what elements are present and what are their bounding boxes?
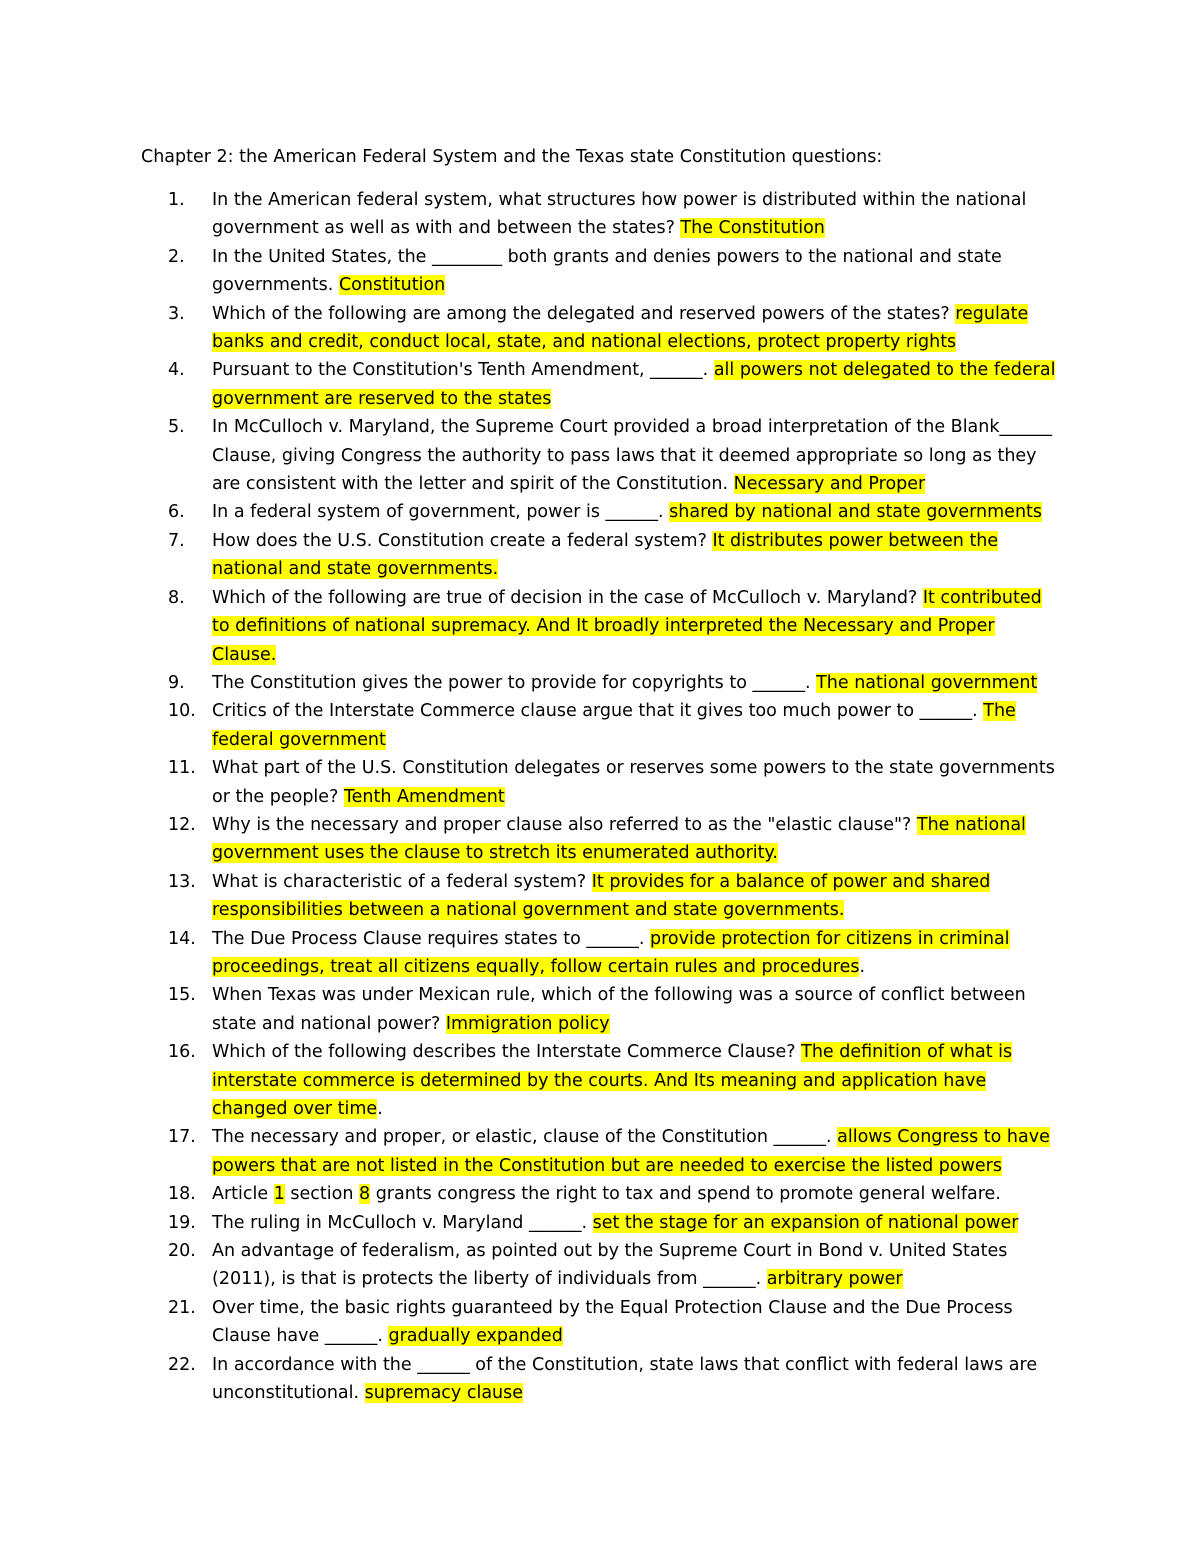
page-title: Chapter 2: the American Federal System and the Texas state Constitution questions: bbox=[141, 147, 883, 167]
question-text: Article bbox=[212, 1184, 274, 1205]
highlighted-answer: provide protection for citizens in criminal proceedings, treat all citizens equally, follow certain rules and procedures bbox=[212, 928, 1010, 977]
question-item bbox=[0, 811, 1062, 868]
question-item bbox=[0, 1180, 1062, 1208]
highlighted-answer: all powers not delegated to the federal government are reserved to the states bbox=[212, 360, 1056, 409]
question-item bbox=[0, 243, 1062, 300]
highlighted-answer: gradually expanded bbox=[388, 1326, 563, 1347]
question-number: 16. bbox=[168, 1042, 196, 1063]
question-number: 21. bbox=[168, 1297, 196, 1318]
question-list bbox=[0, 186, 1200, 1407]
question-text: Which of the following describes the Interstate Commerce Clause? bbox=[212, 1042, 802, 1063]
question-item bbox=[0, 413, 1062, 498]
question-text: The necessary and proper, or elastic, clause of the Constitution ______. bbox=[212, 1127, 838, 1148]
question-text: Which of the following are among the delegated and reserved powers of the states? bbox=[212, 303, 956, 324]
question-text: What is characteristic of a federal system? bbox=[212, 871, 592, 892]
highlighted-answer: Immigration policy bbox=[445, 1013, 610, 1034]
question-item bbox=[0, 981, 1062, 1038]
highlighted-answer: regulate banks and credit, conduct local, state, and national elections, protect property rights bbox=[212, 303, 1029, 353]
highlighted-answer: It distributes power between the national and state governments. bbox=[212, 530, 999, 580]
highlighted-answer: Constitution bbox=[338, 275, 446, 296]
highlighted-answer: arbitrary power bbox=[766, 1269, 903, 1290]
question-text: In accordance with the ______ of the Constitution, state laws that conflict with federal laws are unconstitutional. bbox=[212, 1354, 1038, 1404]
question-text: Why is the necessary and proper clause also referred to as the "elastic clause"? bbox=[212, 814, 917, 835]
highlighted-answer: The national government bbox=[816, 672, 1038, 693]
question-text: Pursuant to the Constitution's Tenth Amendment, ______. bbox=[212, 360, 714, 381]
question-number: 18. bbox=[168, 1184, 196, 1205]
question-number: 6. bbox=[168, 502, 185, 523]
question-item bbox=[0, 1123, 1062, 1180]
question-text: . bbox=[377, 1099, 383, 1119]
question-number: 2. bbox=[168, 246, 185, 267]
question-number: 10. bbox=[168, 701, 196, 722]
highlighted-answer: allows Congress to have powers that are not listed in the Constitution but are needed to exercise the listed powers bbox=[212, 1127, 1050, 1176]
question-text: The ruling in McCulloch v. Maryland ______. bbox=[212, 1212, 593, 1233]
question-text: grants congress the right to tax and spend to promote general welfare. bbox=[370, 1184, 1001, 1205]
question-text: In the United States, the ________ both grants and denies powers to the national and state governments. bbox=[212, 246, 1002, 296]
question-number: 7. bbox=[168, 530, 185, 551]
question-text: In McCulloch v. Maryland, the Supreme Court provided a broad interpretation of the Blank______ Clause, giving Congress the authority to pass laws that it deemed appropriate so long as they are consistent with the letter and spirit of the Constitution. bbox=[212, 417, 1052, 495]
question-item bbox=[0, 356, 1062, 413]
question-text: How does the U.S. Constitution create a federal system? bbox=[212, 530, 713, 551]
highlighted-answer: Tenth Amendment bbox=[343, 786, 505, 807]
question-text: An advantage of federalism, as pointed out by the Supreme Court in Bond v. United States (2011), is that is protects the liberty of individuals from ______. bbox=[212, 1241, 1008, 1290]
question-text: Over time, the basic rights guaranteed by the Equal Protection Clause and the Due Process Clause have ______. bbox=[212, 1297, 1013, 1347]
question-text: The Due Process Clause requires states to ______. bbox=[212, 928, 650, 949]
question-number: 11. bbox=[168, 758, 196, 779]
highlighted-answer: It contributed to definitions of national supremacy. And It broadly interpreted the Necessary and Proper Clause. bbox=[212, 587, 1042, 665]
question-number: 20. bbox=[168, 1241, 196, 1262]
question-number: 14. bbox=[168, 928, 196, 949]
question-text: In the American federal system, what structures how power is distributed within the national government as well as with and between the states? bbox=[212, 190, 1027, 239]
highlighted-answer: shared by national and state governments bbox=[669, 502, 1043, 523]
question-number: 5. bbox=[168, 417, 185, 438]
question-text: What part of the U.S. Constitution delegates or reserves some powers to the state governments or the people? bbox=[212, 758, 1055, 807]
question-text: In a federal system of government, power is ______. bbox=[212, 502, 670, 523]
question-item bbox=[0, 1209, 1062, 1237]
question-text: When Texas was under Mexican rule, which of the following was a source of conflict between state and national power? bbox=[212, 985, 1026, 1034]
question-number: 22. bbox=[168, 1354, 196, 1375]
question-number: 9. bbox=[168, 672, 185, 693]
question-number: 13. bbox=[168, 871, 196, 892]
highlighted-answer: supremacy clause bbox=[364, 1383, 524, 1404]
question-item bbox=[0, 868, 1062, 925]
question-item bbox=[0, 186, 1062, 243]
highlighted-answer: set the stage for an expansion of national power bbox=[592, 1212, 1019, 1233]
question-text: The Constitution gives the power to provide for copyrights to ______. bbox=[212, 672, 817, 693]
question-text: Which of the following are true of decision in the case of McCulloch v. Maryland? bbox=[212, 587, 923, 608]
question-item bbox=[0, 584, 1062, 669]
question-item bbox=[0, 1351, 1062, 1408]
question-item bbox=[0, 697, 1062, 754]
highlighted-answer: The Constitution bbox=[680, 218, 825, 239]
highlighted-answer: 1 bbox=[273, 1184, 285, 1205]
question-text: . bbox=[859, 956, 866, 977]
question-item bbox=[0, 1294, 1062, 1351]
question-number: 8. bbox=[168, 587, 185, 608]
highlighted-answer: Necessary and Proper bbox=[733, 474, 926, 495]
highlighted-answer: 8 bbox=[359, 1184, 371, 1205]
question-item bbox=[0, 527, 1062, 584]
question-item bbox=[0, 925, 1062, 982]
question-number: 19. bbox=[168, 1212, 196, 1233]
question-number: 4. bbox=[168, 360, 185, 381]
highlighted-answer: It provides for a balance of power and shared responsibilities between a national government and state governments. bbox=[212, 871, 991, 921]
highlighted-answer: The federal government bbox=[212, 701, 1016, 750]
question-item bbox=[0, 754, 1062, 811]
question-text: Critics of the Interstate Commerce clause argue that it gives too much power to ______. bbox=[212, 701, 984, 722]
question-item bbox=[0, 498, 1062, 526]
question-number: 3. bbox=[168, 303, 185, 324]
question-item bbox=[0, 1038, 1062, 1123]
question-number: 17. bbox=[168, 1127, 196, 1148]
question-number: 12. bbox=[168, 814, 196, 835]
question-item bbox=[0, 1237, 1062, 1294]
highlighted-answer: The definition of what is interstate commerce is determined by the courts. And Its meaning and application have changed over time bbox=[212, 1042, 1013, 1119]
question-number: 15. bbox=[168, 985, 196, 1006]
question-item bbox=[0, 300, 1062, 357]
question-item bbox=[0, 669, 1062, 697]
question-text: section bbox=[284, 1184, 359, 1205]
question-number: 1. bbox=[168, 190, 185, 210]
highlighted-answer: The national government uses the clause to stretch its enumerated authority. bbox=[212, 814, 1026, 864]
